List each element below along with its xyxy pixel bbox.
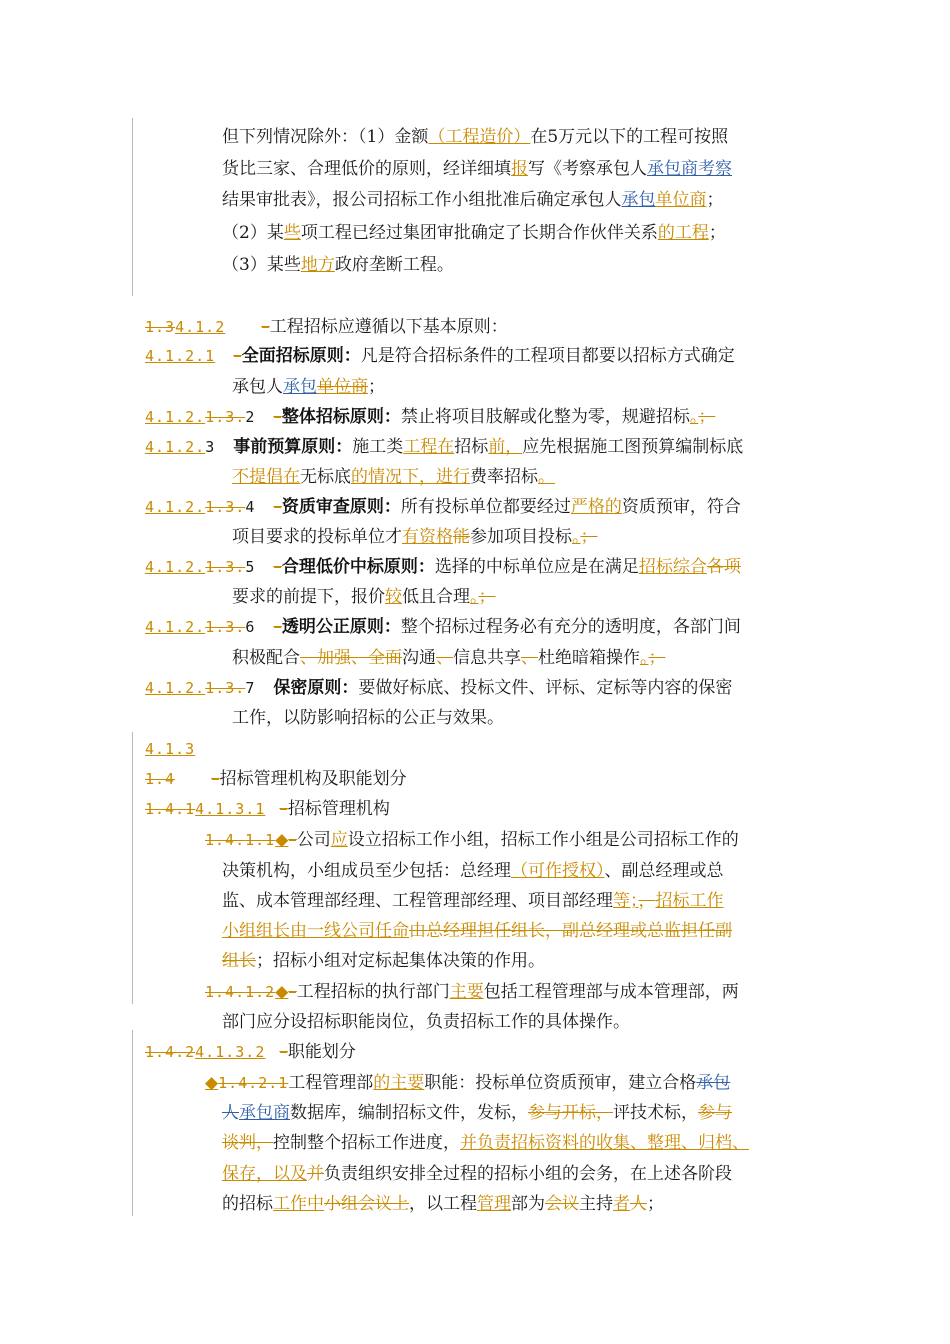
list-item bbox=[145, 432, 743, 462]
text-run: 评技术标， bbox=[613, 1103, 698, 1123]
text-run: 工程招标应遵循以下基本原则： bbox=[269, 317, 508, 337]
text-run: 。 bbox=[689, 407, 699, 427]
text-run: – bbox=[279, 799, 288, 819]
text-run: 有资格 bbox=[402, 527, 453, 547]
text-line bbox=[222, 1189, 664, 1219]
text-run: 积极配合 bbox=[232, 648, 300, 668]
text-run: 组长 bbox=[222, 951, 256, 971]
text-run: 写《考察承包人 bbox=[528, 159, 647, 179]
text-run: 综合 bbox=[672, 557, 707, 577]
text-run: 保密原则： bbox=[273, 678, 359, 698]
text-run: 决策机构，小组成员至少包括：总经理 bbox=[222, 861, 511, 881]
text-run: 些 bbox=[283, 223, 301, 243]
text-run: 承包 bbox=[621, 190, 656, 210]
text-run: 3 bbox=[205, 438, 216, 456]
text-run: 政府垄断工程。 bbox=[334, 255, 454, 275]
text-run: 所有投标单位都要经过 bbox=[400, 497, 571, 517]
text-run: ；招标小组对定标起集体决策的作用。 bbox=[256, 951, 545, 971]
section-heading bbox=[145, 312, 508, 342]
text-run: 工作，以防影响招标的公正与效果。 bbox=[232, 708, 504, 728]
text-run: 1.4 bbox=[145, 770, 176, 788]
text-line bbox=[232, 582, 496, 612]
text-run: 谈判， bbox=[222, 1133, 273, 1153]
text-run: 严格的 bbox=[570, 497, 622, 517]
text-run: 资质审查原则： bbox=[281, 497, 401, 517]
text-run: 设立招标工作小组，招标工作小组是公司招标工作的 bbox=[347, 830, 739, 850]
text-run: 禁止将项目肢解或化整为零，规避招标 bbox=[400, 407, 690, 427]
list-item bbox=[145, 402, 715, 432]
text-run: 1.3. bbox=[205, 679, 246, 697]
list-item bbox=[145, 492, 741, 522]
text-run: 6 bbox=[245, 618, 256, 636]
text-run: – bbox=[288, 830, 297, 850]
bullet-item bbox=[205, 977, 739, 1007]
text-run: ； bbox=[580, 527, 598, 547]
text-run: 招标 bbox=[638, 557, 673, 577]
text-run: ； bbox=[478, 587, 496, 607]
text-run: 4.1.3.1 bbox=[195, 800, 266, 818]
text-run: 。 bbox=[640, 648, 649, 668]
text-line bbox=[222, 886, 724, 916]
text-run: 职能划分 bbox=[287, 1042, 356, 1062]
text-run: 招标管理机构 bbox=[287, 799, 390, 819]
text-run: 小组会议上 bbox=[324, 1194, 409, 1214]
text-run: – bbox=[279, 1042, 288, 1062]
text-run: 保存，以及 bbox=[222, 1164, 307, 1184]
text-run: 各项 bbox=[706, 557, 741, 577]
text-run: 会议 bbox=[545, 1194, 579, 1214]
text-run: 项目要求的投标单位才 bbox=[232, 527, 402, 547]
text-run: 能 bbox=[453, 527, 470, 547]
change-bar bbox=[132, 118, 133, 296]
text-line bbox=[222, 946, 545, 976]
text-run: 。 bbox=[470, 587, 479, 607]
text-line bbox=[222, 1007, 630, 1037]
text-line bbox=[222, 1159, 732, 1189]
text-run: – bbox=[273, 497, 282, 517]
text-run: 地方 bbox=[300, 255, 335, 275]
text-run: 部为 bbox=[511, 1194, 545, 1214]
text-run: 并负责招标资料的收集、整理、归档、 bbox=[460, 1133, 749, 1153]
text-run: 承包 bbox=[696, 1073, 731, 1093]
text-run: – bbox=[273, 617, 282, 637]
text-run: 工程管理部 bbox=[288, 1073, 374, 1093]
text-run: 的主要 bbox=[373, 1073, 425, 1093]
text-run: 低且合理 bbox=[402, 587, 470, 607]
text-run: 沟通 bbox=[402, 648, 436, 668]
text-run: 的招标 bbox=[222, 1194, 273, 1214]
text-run: 包括工程管理部与成本管理部，两 bbox=[483, 982, 739, 1002]
text-run: 整体招标原则： bbox=[281, 407, 401, 427]
text-run: 1.4.1.1 bbox=[205, 831, 276, 849]
text-run: 较 bbox=[385, 587, 402, 607]
text-run: 杜绝暗箱操作 bbox=[538, 648, 640, 668]
text-run: 4.1.2 bbox=[175, 318, 226, 336]
text-run: 1.3. bbox=[205, 498, 246, 516]
bullet-item bbox=[205, 1068, 730, 1098]
text-run: 管理 bbox=[477, 1194, 511, 1214]
list-item bbox=[145, 673, 732, 703]
text-run: 参加项目投标 bbox=[470, 527, 572, 547]
text-run: 不提倡在 bbox=[232, 467, 300, 487]
bullet-diamond-icon: ◆ bbox=[275, 982, 289, 1002]
text-run: 参与开标， bbox=[528, 1103, 613, 1123]
section-heading bbox=[145, 794, 390, 824]
text-run: 单位商 bbox=[655, 190, 707, 210]
text-line bbox=[232, 703, 504, 733]
text-run: 在5万元以下的工程可按照 bbox=[530, 127, 729, 147]
text-run: 招标管理机构及职能划分 bbox=[219, 769, 407, 789]
text-run: 要做好标底、投标文件、评标、定标等内容的保密 bbox=[358, 678, 733, 698]
text-run: 无标底 bbox=[300, 467, 351, 487]
section-heading bbox=[145, 734, 195, 764]
text-run: 工作中 bbox=[273, 1194, 324, 1214]
text-run: – bbox=[273, 407, 282, 427]
text-run: 由总经理担任组长，副总经理或总监担任副 bbox=[409, 921, 732, 941]
text-run: 小组组长由一线公司任命 bbox=[222, 921, 409, 941]
text-run: （2）某 bbox=[222, 223, 284, 243]
text-line bbox=[222, 185, 724, 215]
text-run: 参与 bbox=[698, 1103, 732, 1123]
text-run: 1.4.2.1 bbox=[218, 1074, 289, 1092]
text-run: – bbox=[288, 982, 297, 1002]
text-run: 结果审批表》，报公司招标工作小组批准后确定承包人 bbox=[222, 190, 622, 210]
text-run: ； bbox=[368, 377, 385, 397]
text-run: 4.1.2. bbox=[145, 558, 206, 576]
text-run: 报 bbox=[511, 159, 528, 179]
text-run: ； bbox=[708, 223, 726, 243]
text-run: 但下列情况除外：（1）金额 bbox=[222, 127, 429, 147]
text-run: （3）某些 bbox=[222, 255, 301, 275]
text-line bbox=[232, 462, 555, 492]
text-run: 项工程已经过集团审批确定了长期合作伙伴关系 bbox=[300, 223, 658, 243]
text-run: 人 bbox=[630, 1194, 647, 1214]
text-run: 事前预算原则： bbox=[233, 437, 353, 457]
list-item bbox=[145, 341, 735, 371]
text-run: （可作授权） bbox=[511, 861, 605, 881]
text-run: 货比三家、合理低价的原则，经详细填 bbox=[222, 159, 511, 179]
text-run: 全面招标原则： bbox=[241, 346, 361, 366]
text-run: – bbox=[273, 557, 282, 577]
text-line bbox=[222, 250, 454, 280]
text-run: 承包商考察 bbox=[647, 159, 732, 179]
text-run: 。 bbox=[538, 467, 555, 487]
text-run: 工程招标的执行部门 bbox=[296, 982, 450, 1002]
text-run: 合理低价中标原则： bbox=[281, 557, 435, 577]
text-run: 的工程 bbox=[657, 223, 709, 243]
text-run: 人 bbox=[222, 1103, 239, 1123]
text-run: 等； bbox=[613, 891, 639, 911]
text-run: 资质预审，符合 bbox=[621, 497, 741, 517]
text-run: 部门应分设招标职能岗位，负责招标工作的具体操作。 bbox=[222, 1012, 630, 1032]
text-run: 1.4.1 bbox=[145, 800, 196, 818]
text-run: 招标工作 bbox=[655, 891, 724, 911]
text-line bbox=[222, 122, 728, 152]
text-run: 1.3. bbox=[205, 408, 246, 426]
text-run: 4.1.2. bbox=[145, 679, 206, 697]
bullet-diamond-icon: ◆ bbox=[275, 830, 289, 850]
text-run: – bbox=[233, 346, 242, 366]
text-run: 招标 bbox=[454, 437, 489, 457]
text-run: 、副总经理或总 bbox=[604, 861, 724, 881]
text-run: 4.1.3.2 bbox=[195, 1043, 266, 1061]
text-run: ，以工程 bbox=[409, 1194, 477, 1214]
bullet-diamond-icon: ◆ bbox=[205, 1073, 219, 1093]
text-run: 控制整个招标工作进度， bbox=[273, 1133, 460, 1153]
text-run: 1.4.1.2 bbox=[205, 983, 276, 1001]
text-run: 工程在 bbox=[403, 437, 455, 457]
text-run: 承包商 bbox=[239, 1103, 290, 1123]
text-run: 4.1.2.1 bbox=[145, 347, 216, 365]
text-run: 4.1.2. bbox=[145, 618, 206, 636]
text-run: ； bbox=[706, 190, 724, 210]
text-run: 、 bbox=[521, 648, 538, 668]
text-run: 者 bbox=[613, 1194, 630, 1214]
text-run: 2 bbox=[245, 408, 256, 426]
text-run: 凡是符合招标条件的工程项目都要以招标方式确定 bbox=[360, 346, 735, 366]
text-run: 职能：投标单位资质预审，建立合格 bbox=[424, 1073, 697, 1093]
text-run: 选择的中标单位应是在满足 bbox=[434, 557, 639, 577]
text-run: 整个招标过程务必有充分的透明度，各部门间 bbox=[400, 617, 741, 637]
section-heading bbox=[145, 764, 407, 794]
text-run: 应先根据施工图预算编制标底 bbox=[522, 437, 744, 457]
text-line bbox=[222, 916, 732, 946]
text-run: 并 bbox=[307, 1164, 324, 1184]
text-line bbox=[232, 372, 385, 402]
text-line bbox=[232, 643, 666, 673]
text-run: 。 bbox=[572, 527, 581, 547]
text-run: 费率招标 bbox=[470, 467, 538, 487]
text-run: ； bbox=[647, 1194, 664, 1214]
text-run: 应 bbox=[330, 830, 348, 850]
list-item bbox=[145, 552, 741, 582]
text-line bbox=[222, 154, 732, 184]
text-line bbox=[222, 856, 724, 886]
text-run: 承包人 bbox=[232, 377, 283, 397]
text-run: – bbox=[261, 317, 270, 337]
text-run: 施工类 bbox=[352, 437, 404, 457]
text-run: 主要 bbox=[449, 982, 484, 1002]
text-run: 监、成本管理部经理、工程管理部经理、项目部经理 bbox=[222, 891, 613, 911]
text-run: ； bbox=[648, 648, 666, 668]
change-bar bbox=[132, 1030, 133, 1216]
text-run: 负责组织安排全过程的招标小组的会务，在上述各阶段 bbox=[324, 1164, 732, 1184]
text-run: 4.1.3 bbox=[145, 740, 196, 758]
text-line bbox=[232, 522, 598, 552]
text-run: 5 bbox=[245, 558, 256, 576]
section-heading bbox=[145, 1037, 356, 1067]
text-run: 、 bbox=[436, 648, 453, 668]
text-run: 1.4.2 bbox=[145, 1043, 196, 1061]
change-bar bbox=[132, 732, 133, 1004]
text-run: 要求的前提下，报价 bbox=[232, 587, 385, 607]
text-run: 公司 bbox=[296, 830, 331, 850]
text-line bbox=[222, 1128, 749, 1158]
text-run: 前， bbox=[488, 437, 523, 457]
text-run: 、加强、全面 bbox=[300, 648, 402, 668]
text-run: ， bbox=[638, 891, 656, 911]
text-run: 1.3. bbox=[205, 558, 246, 576]
text-run: 4.1.2. bbox=[145, 408, 206, 426]
text-run: 7 bbox=[245, 679, 256, 697]
text-line bbox=[222, 1098, 732, 1128]
bullet-item bbox=[205, 825, 739, 855]
text-run: 透明公正原则： bbox=[281, 617, 401, 637]
text-run: 4 bbox=[245, 498, 256, 516]
text-run: 的情况下，进行 bbox=[351, 467, 470, 487]
text-run: 4.1.2. bbox=[145, 498, 206, 516]
text-run: 主持 bbox=[579, 1194, 613, 1214]
text-line bbox=[222, 218, 726, 248]
text-run: – bbox=[211, 769, 220, 789]
text-run: 1.3 bbox=[145, 318, 176, 336]
text-run: 信息共享 bbox=[453, 648, 521, 668]
list-item bbox=[145, 612, 741, 642]
text-run: （工程造价） bbox=[428, 127, 531, 147]
text-run: 单位商 bbox=[317, 377, 368, 397]
text-run: 4.1.2. bbox=[145, 438, 206, 456]
text-run: 数据库，编制招标文件，发标， bbox=[290, 1103, 528, 1123]
text-run: ； bbox=[698, 407, 716, 427]
text-run: 1.3. bbox=[205, 618, 246, 636]
text-run: 承包 bbox=[283, 377, 317, 397]
